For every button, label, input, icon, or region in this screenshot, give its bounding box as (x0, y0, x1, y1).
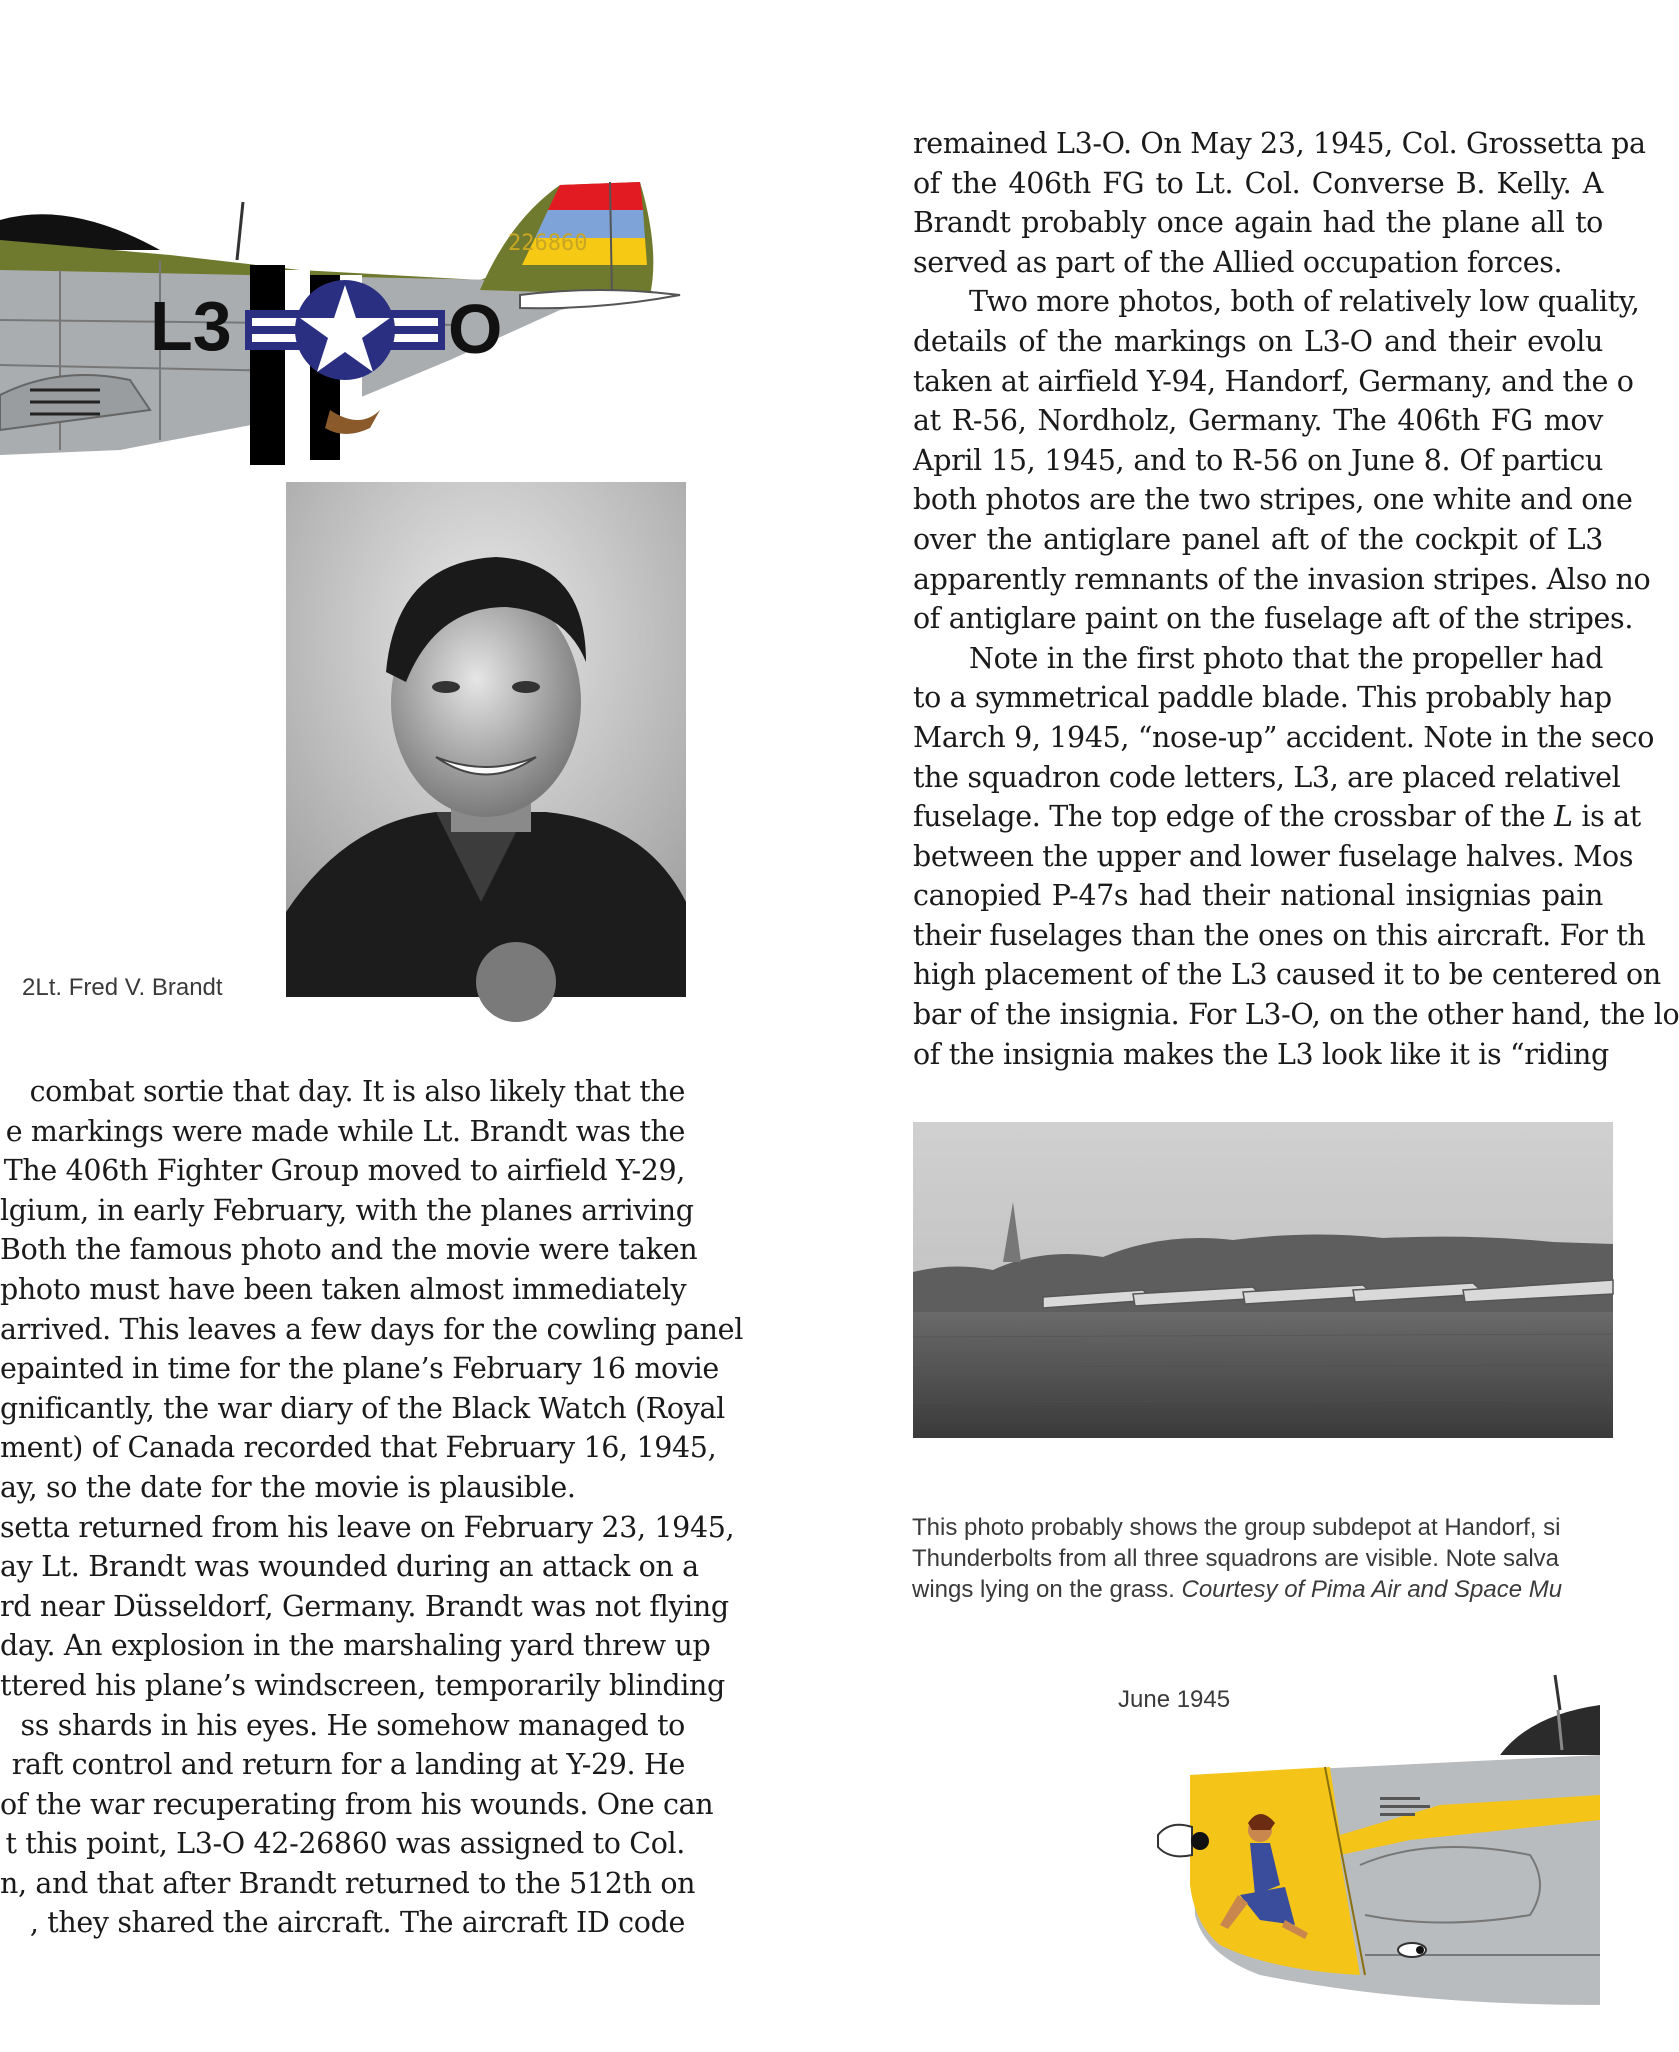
text-line: t this point, L3-O 42-26860 was assigned to Col. (5, 1827, 685, 1861)
canopy-shape (1500, 1705, 1600, 1755)
text-line: ttered his plane’s windscreen, temporarily blinding (0, 1668, 725, 1702)
text-line: details of the markings on L3-O and their evolu (913, 324, 1603, 358)
aircraft-profile-bottom (1110, 1655, 1600, 2015)
text-line: combat sortie that day. It is also likely that the (29, 1075, 685, 1108)
text-line: lgium, in early February, with the planes arriving (0, 1193, 694, 1227)
text-line: Both the famous photo and the movie were taken (0, 1233, 698, 1267)
text-line: apparently remnants of the invasion stripes. Also no (913, 562, 1651, 596)
text-line: ay Lt. Brandt was wounded during an attack on a (0, 1550, 699, 1584)
text-line: served as part of the Allied occupation forces. (913, 245, 1563, 279)
portrait-photo (286, 482, 686, 997)
text-line: raft control and return for a landing at Y-29. He (11, 1748, 685, 1782)
portrait-caption: 2Lt. Fred V. Brandt (22, 974, 223, 1001)
text-line: remained L3-O. On May 23, 1945, Col. Grossetta pa (913, 127, 1646, 160)
text-fragment: fuselage. The top edge of the crossbar of the (913, 800, 1555, 834)
airfield-photo (913, 1122, 1613, 1438)
text-line: Two more photos, both of relatively low quality, (969, 285, 1640, 319)
text-line: setta returned from his leave on February 23, 1945, (0, 1510, 735, 1544)
text-line: ay, so the date for the movie is plausible. (0, 1470, 576, 1504)
profile-date-label: June 1945 (1118, 1686, 1231, 1713)
text-line: their fuselages than the ones on this aircraft. For th (913, 918, 1646, 952)
text-line: of the 406th FG to Lt. Col. Converse B. Kelly. A (913, 166, 1603, 200)
italic-letter: L (1554, 800, 1573, 834)
text-line: taken at airfield Y-94, Handorf, Germany, and the o (913, 364, 1634, 398)
text-line: of antiglare paint on the fuselage aft of the stripes. (913, 602, 1634, 636)
aircraft-profile-top (0, 110, 690, 470)
text-line: day. An explosion in the marshaling yard threw up (0, 1629, 711, 1663)
text-line: bar of the insignia. For L3-O, on the other hand, the lo (913, 998, 1679, 1032)
text-line: rd near Düsseldorf, Germany. Brandt was not flying (0, 1589, 729, 1623)
caption-line (912, 1574, 1612, 1605)
text-line: at R-56, Nordholz, Germany. The 406th FG mov (913, 404, 1603, 438)
text-line: ment) of Canada recorded that February 16, 1945, (0, 1431, 717, 1465)
text-line: ss shards in his eyes. He somehow managed to (20, 1708, 685, 1742)
text-line: to a symmetrical paddle blade. This probably hap (913, 681, 1612, 715)
text-fragment: is at (1572, 800, 1641, 834)
text-line: Brandt probably once again had the plane all to (913, 206, 1603, 240)
text-line: over the antiglare panel aft of the cockpit of L3 (913, 522, 1603, 556)
text-line: of the war recuperating from his wounds. One can (0, 1787, 714, 1821)
squadron-code: L3 (150, 287, 232, 365)
text-line: gnificantly, the war diary of the Black Watch (Royal (0, 1391, 725, 1425)
caption-fragment: wings lying on the grass. (912, 1576, 1182, 1603)
text-line: high placement of the L3 caused it to be centered on (913, 958, 1661, 992)
text-line: March 9, 1945, “nose-up” accident. Note in the seco (913, 720, 1655, 754)
text-line: canopied P-47s had their national insignias pain (913, 879, 1603, 913)
text-line: The 406th Fighter Group moved to airfield Y-29, (3, 1154, 685, 1188)
tail-serial: 226860 (508, 231, 588, 256)
caption-line: This photo probably shows the group subdepot at Handorf, si (912, 1514, 1561, 1541)
text-line: photo must have been taken almost immediately (0, 1272, 687, 1306)
text-line: , they shared the aircraft. The aircraft ID code (29, 1906, 685, 1940)
text-line: Note in the first photo that the propeller had (969, 641, 1604, 675)
text-line: epainted in time for the plane’s February 16 movie (0, 1352, 719, 1386)
invasion-stripe (250, 265, 285, 465)
right-text-column (913, 124, 1679, 1074)
text-line (913, 797, 1641, 837)
text-line: arrived. This leaves a few days for the cowling panel (0, 1312, 743, 1346)
aircraft-id-letter: O (448, 290, 503, 368)
text-line: April 15, 1945, and to R-56 on June 8. Of particu (913, 443, 1603, 477)
text-line: both photos are the two stripes, one white and one (913, 483, 1633, 517)
airfield-caption (912, 1512, 1612, 1605)
text-line: the squadron code letters, L3, are placed relativel (913, 760, 1621, 794)
photo-credit: Courtesy of Pima Air and Space Mu (1181, 1576, 1563, 1603)
left-text-column (0, 1072, 743, 1943)
text-line: between the upper and lower fuselage halves. Mos (913, 839, 1634, 873)
text-line: n, and that after Brandt returned to the 512th on (0, 1866, 696, 1900)
text-line: of the insignia makes the L3 look like it is “riding (913, 1037, 1609, 1071)
text-line: e markings were made while Lt. Brandt was the (5, 1114, 685, 1148)
caption-line: Thunderbolts from all three squadrons are visible. Note salva (912, 1545, 1559, 1572)
